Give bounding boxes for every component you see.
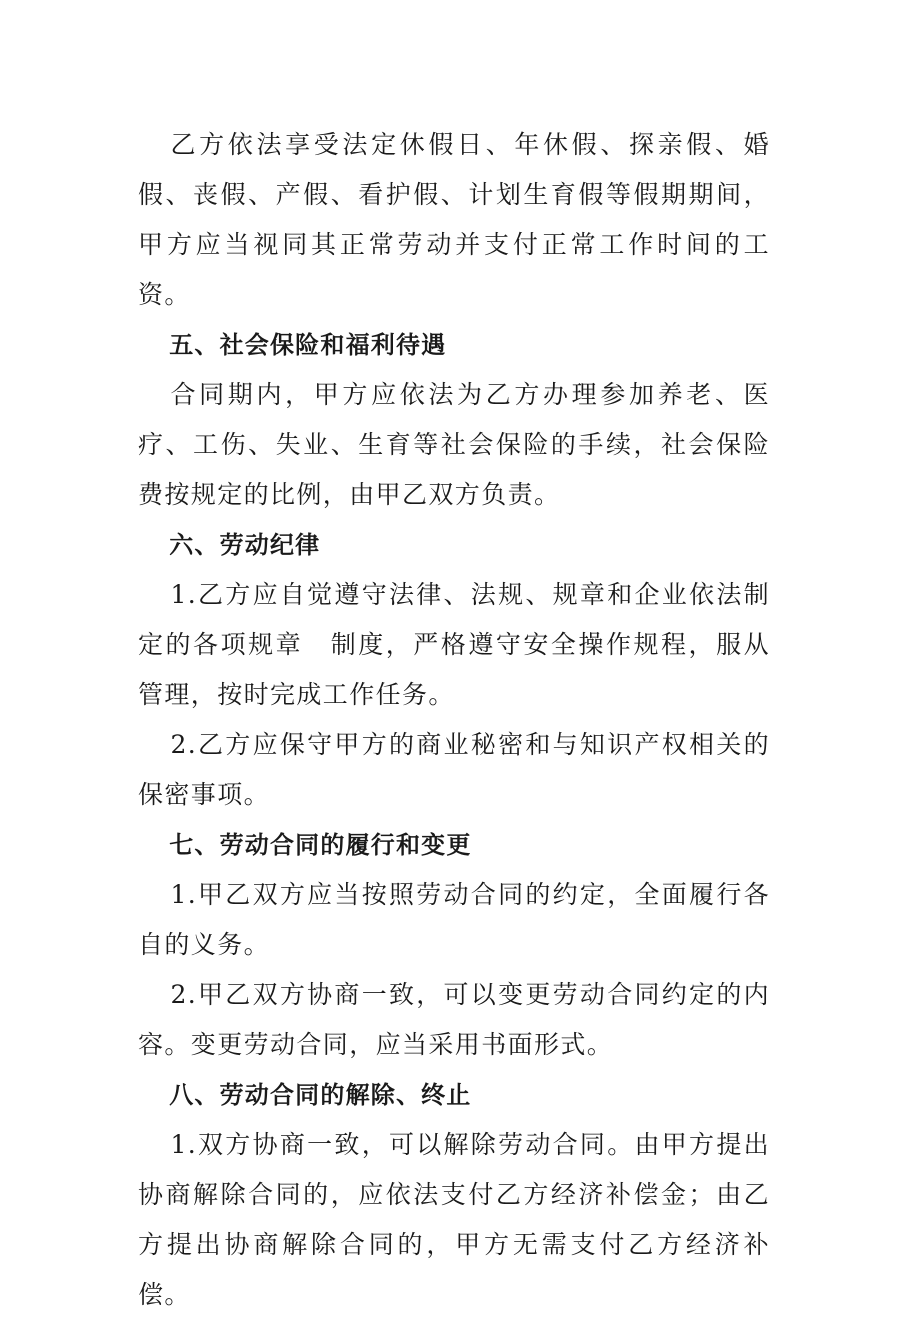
section-heading-social-insurance: 五、社会保险和福利待遇 bbox=[169, 331, 447, 359]
paragraph-discipline-2: 2.乙方应保守甲方的商业秘密和与知识产权相关的保密事项。 bbox=[138, 730, 770, 809]
paragraph-leave-wages: 乙方依法享受法定休假日、年休假、探亲假、婚假、丧假、产假、看护假、计划生育假等假期期间，甲方应当视同其正常劳动并支付正常工作时间的工资。 bbox=[138, 130, 770, 309]
paragraph-discipline-1: 1.乙方应自觉遵守法律、法规、规章和企业依法制定的各项规章 制度，严格遵守安全操作规程，服从管理，按时完成工作任务。 bbox=[138, 580, 770, 709]
paragraph-termination-1: 1.双方协商一致，可以解除劳动合同。由甲方提出协商解除合同的，应依法支付乙方经济补偿金；由乙方提出协商解除合同的，甲方无需支付乙方经济补偿。 bbox=[138, 1130, 770, 1309]
section-heading-contract-termination: 八、劳动合同的解除、终止 bbox=[169, 1081, 472, 1109]
paragraph-social-insurance: 合同期内，甲方应依法为乙方办理参加养老、医疗、工伤、失业、生育等社会保险的手续，社会保险费按规定的比例，由甲乙双方负责。 bbox=[138, 380, 770, 509]
paragraph-performance-1: 1.甲乙双方应当按照劳动合同的约定，全面履行各自的义务。 bbox=[138, 880, 770, 959]
section-heading-contract-performance: 七、劳动合同的履行和变更 bbox=[169, 831, 472, 859]
document-body bbox=[138, 120, 770, 1320]
section-heading-labor-discipline: 六、劳动纪律 bbox=[169, 531, 321, 559]
paragraph-performance-2: 2.甲乙双方协商一致，可以变更劳动合同约定的内容。变更劳动合同，应当采用书面形式。 bbox=[138, 980, 770, 1059]
